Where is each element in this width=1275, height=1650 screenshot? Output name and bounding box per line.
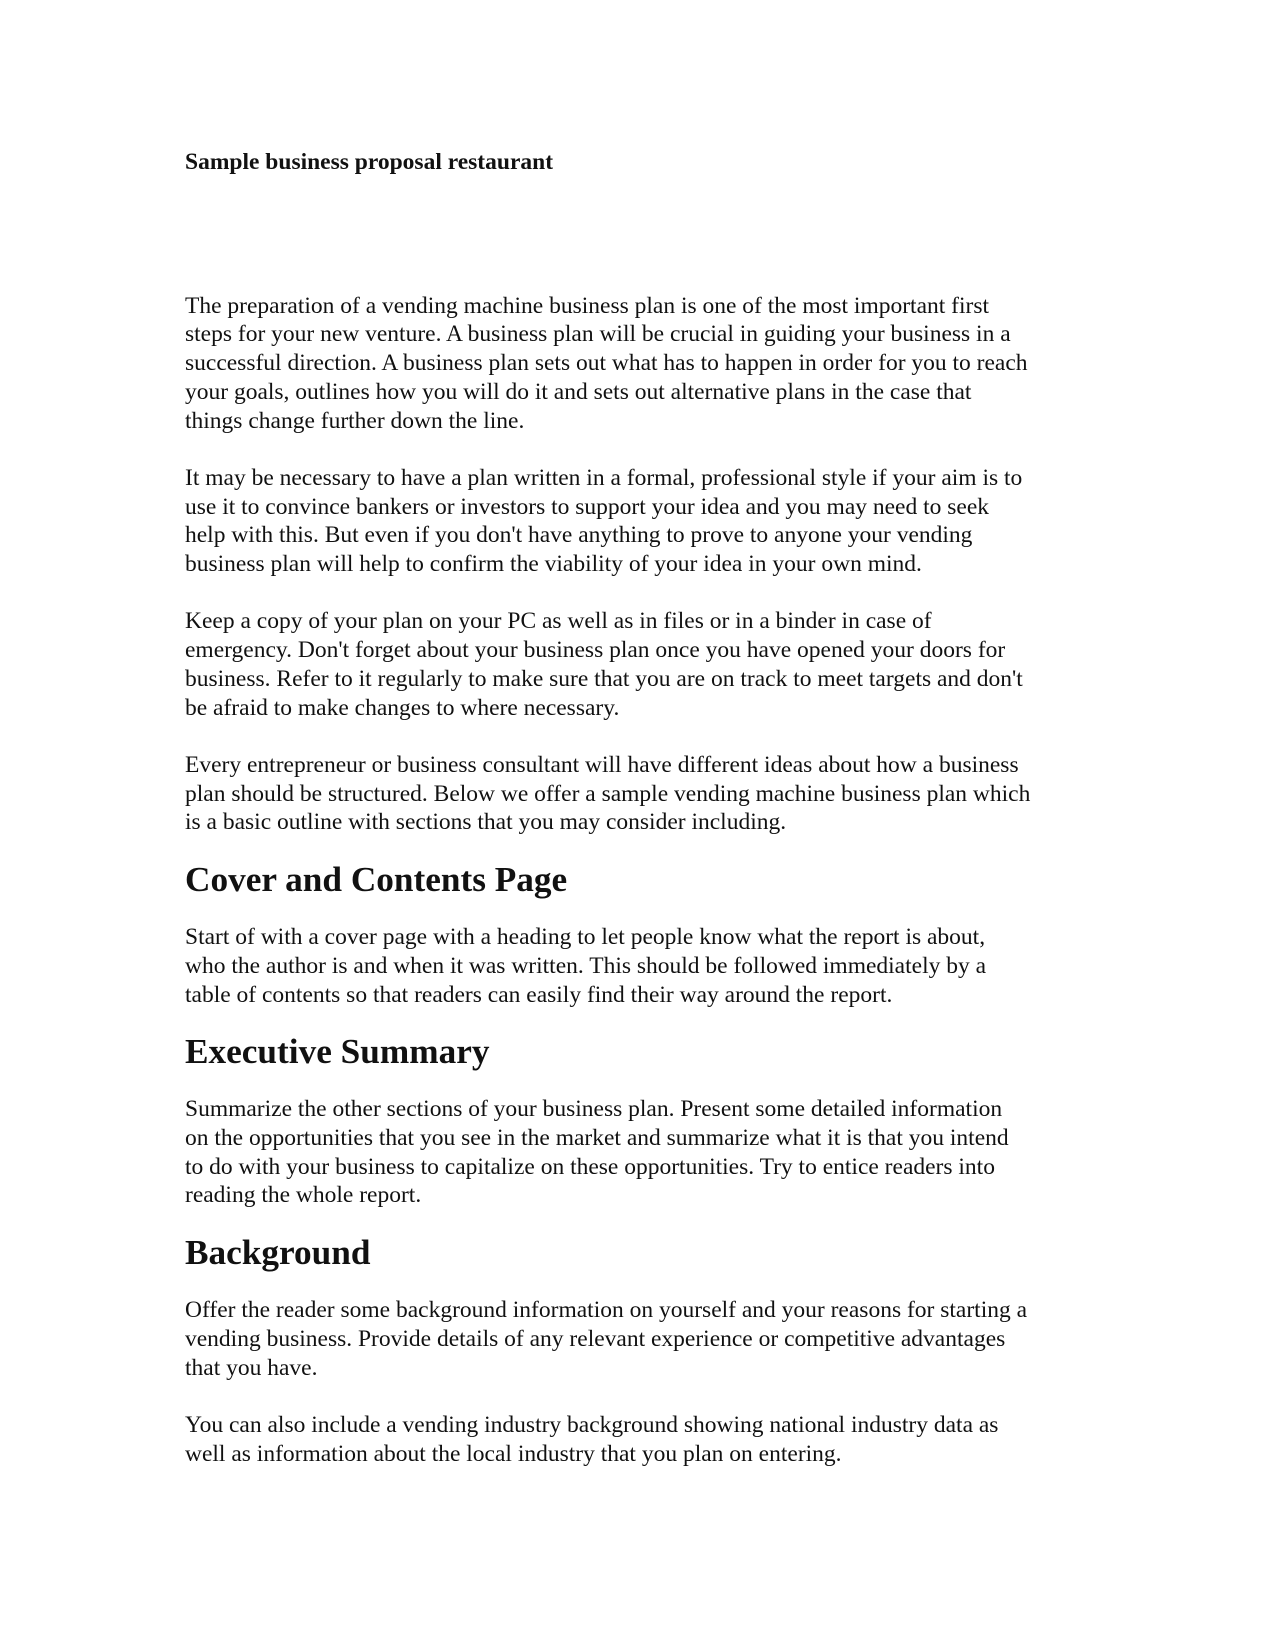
text-line: Offer the reader some background information on yourself and your reasons for starting a (185, 1297, 1028, 1324)
text-line: Summarize the other sections of your business plan. Present some detailed information (185, 1096, 1003, 1123)
text-line: be afraid to make changes to where necessary. (185, 694, 620, 721)
intro-paragraph-1 (185, 292, 1085, 436)
section-heading-background: Background (185, 1232, 371, 1272)
text-line: your goals, outlines how you will do it and sets out alternative plans in the case that (185, 378, 972, 405)
text-line: is a basic outline with sections that you may consider including. (185, 809, 787, 836)
executive-summary-paragraph (185, 1095, 1085, 1210)
text-line: Every entrepreneur or business consultant will have different ideas about how a business (185, 751, 1019, 778)
text-line: reading the whole report. (185, 1182, 422, 1209)
background-paragraph-2 (185, 1411, 1085, 1468)
text-line: successful direction. A business plan sets out what has to happen in order for you to reach (185, 350, 1028, 377)
intro-paragraph-3 (185, 607, 1085, 722)
text-line: Start of with a cover page with a heading to let people know what the report is about, (185, 924, 986, 951)
text-line: business plan will help to confirm the viability of your idea in your own mind. (185, 551, 922, 578)
text-line: well as information about the local industry that you plan on entering. (185, 1440, 842, 1467)
text-line: help with this. But even if you don't have anything to prove to anyone your vending (185, 522, 973, 549)
text-line: use it to convince bankers or investors to support your idea and you may need to seek (185, 493, 990, 520)
text-line: emergency. Don't forget about your business plan once you have opened your doors for (185, 637, 1006, 664)
cover-paragraph (185, 923, 1085, 1009)
intro-paragraph-2 (185, 464, 1085, 579)
section-heading-executive-summary: Executive Summary (185, 1031, 490, 1071)
text-line: on the opportunities that you see in the market and summarize what it is that you intend (185, 1124, 1009, 1151)
text-line: steps for your new venture. A business plan will be crucial in guiding your business in a (185, 321, 1011, 348)
section-heading-cover: Cover and Contents Page (185, 859, 568, 899)
text-line: The preparation of a vending machine business plan is one of the most important first (185, 292, 990, 319)
text-line: table of contents so that readers can easily find their way around the report. (185, 981, 893, 1008)
document-title: Sample business proposal restaurant (185, 149, 554, 175)
text-line: You can also include a vending industry background showing national industry data as (185, 1411, 999, 1438)
text-line: vending business. Provide details of any relevant experience or competitive advantages (185, 1325, 1006, 1352)
text-line: that you have. (185, 1354, 318, 1381)
text-line: It may be necessary to have a plan written in a formal, professional style if your aim is to (185, 464, 1023, 491)
intro-paragraph-4 (185, 751, 1085, 837)
text-line: things change further down the line. (185, 407, 525, 434)
background-paragraph-1 (185, 1296, 1085, 1382)
text-line: business. Refer to it regularly to make sure that you are on track to meet targets and don't (185, 665, 1023, 692)
document-body (185, 148, 1085, 1497)
title-spacer (185, 177, 1085, 292)
text-line: Keep a copy of your plan on your PC as well as in files or in a binder in case of (185, 608, 932, 635)
text-line: plan should be structured. Below we offer a sample vending machine business plan which (185, 780, 1031, 807)
text-line: who the author is and when it was written. This should be followed immediately by a (185, 952, 987, 979)
text-line: to do with your business to capitalize on these opportunities. Try to entice readers into (185, 1153, 995, 1180)
